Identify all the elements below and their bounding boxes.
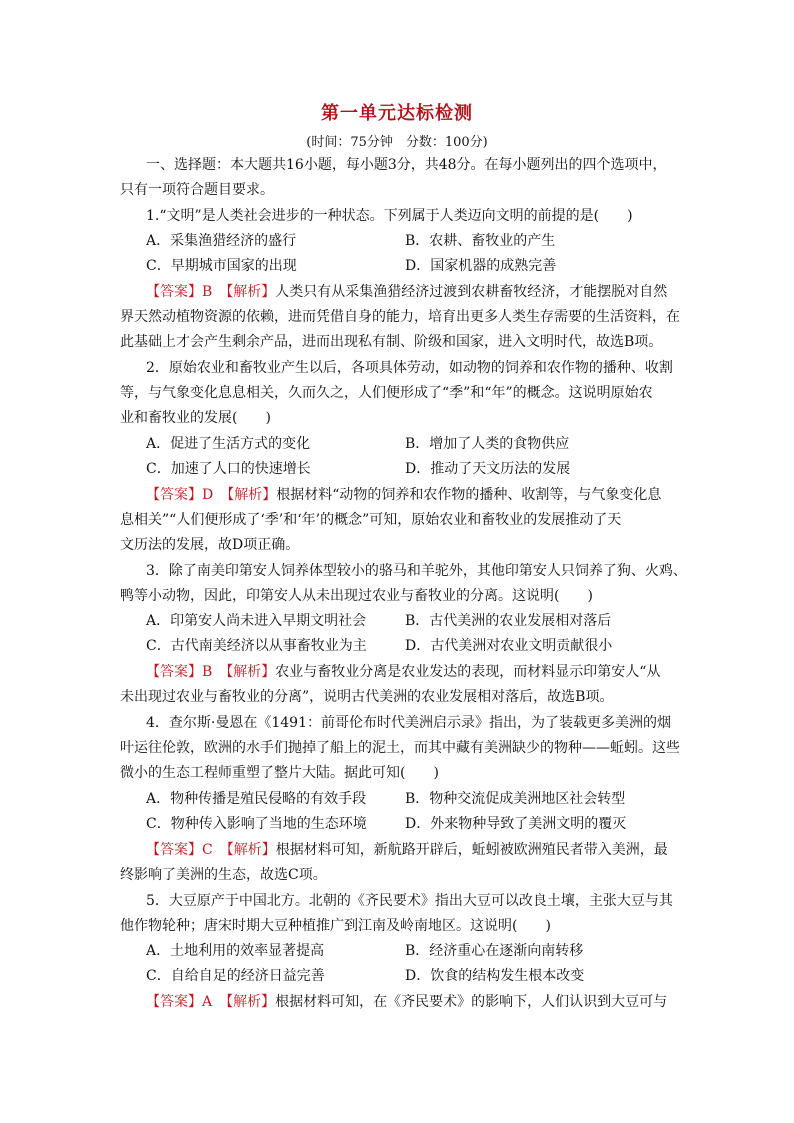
answer-label: 【答案】: [146, 284, 202, 300]
answer-label: 【答案】: [146, 664, 202, 680]
q4-option-b: B．物种交流促成美洲地区社会转型: [405, 791, 626, 807]
analysis-label: 【解析】: [226, 842, 276, 858]
question-2-stem: 等，与气象变化息息相关，久而久之，人们便形成了“季”和“年”的概念。这说明原始农: [120, 385, 653, 401]
q2-option-d: D．推动了天文历法的发展: [405, 461, 571, 477]
q4-answer-line: [146, 840, 668, 860]
analysis-text: 农业与畜牧业分离是农业发达的表现，而材料显示印第安人“从: [275, 664, 661, 680]
q1-option-c: C．早期城市国家的出现: [146, 258, 297, 274]
question-5-stem: 他作物轮种；唐宋时期大豆种植推广到江南及岭南地区。这说明( ): [120, 918, 551, 934]
question-4-stem: 叶运往伦敦，欧洲的水手们抛掉了船上的泥土，而其中藏有美洲缺少的物种——蚯蚓。这些: [120, 740, 680, 756]
answer-label: 【答案】: [146, 487, 202, 503]
analysis-label: 【解析】: [226, 284, 276, 300]
q1-answer-line: [146, 282, 667, 302]
q4-option-a: A．物种传播是殖民侵略的有效手段: [146, 791, 367, 807]
q3-option-a: A．印第安人尚未进入早期文明社会: [146, 613, 367, 629]
analysis-label: 【解析】: [226, 664, 276, 680]
analysis-label: 【解析】: [227, 487, 277, 503]
answer-value: B: [202, 284, 213, 300]
section-instructions-line: 只有一项符合题目要求。: [120, 182, 274, 198]
q5-option-a: A．土地利用的效率显著提高: [146, 943, 325, 959]
analysis-text: 人类只有从采集渔猎经济过渡到农耕畜牧经济，才能摆脱对自然: [275, 284, 668, 300]
analysis-text: 根据材料“动物的饲养和农作物的播种、收割等，与气象变化息: [276, 487, 662, 503]
q1-option-b: B．农耕、畜牧业的产生: [405, 233, 556, 249]
question-1-stem: 1.“文明”是人类社会进步的一种状态。下列属于人类迈向文明的前提的是( ): [146, 208, 633, 224]
q3-answer-line: [146, 662, 660, 682]
exam-info: (时间：75分钟 分数：100分): [306, 135, 488, 150]
q2-option-a: A．促进了生活方式的变化: [146, 436, 311, 452]
section-instructions-line: 一、选择题：本大题共16小题，每小题3分，共48分。在每小题列出的四个选项中，: [146, 157, 667, 173]
question-2-stem: 业和畜牧业的发展( ): [120, 410, 271, 426]
q5-option-b: B．经济重心在逐渐向南转移: [405, 943, 584, 959]
q2-option-b: B．增加了人类的食物供应: [405, 436, 570, 452]
q4-analysis-line: 终影响了美洲的生态，故选C项。: [120, 867, 327, 883]
q1-analysis-line: 此基础上才会产生剩余产品，进而出现私有制、阶级和国家，进入文明时代，故选B项。: [120, 334, 663, 350]
q3-option-b: B．古代美洲的农业发展相对落后: [405, 613, 612, 629]
q3-option-d: D．古代美洲对农业文明贡献很小: [405, 638, 613, 654]
question-2-stem: 2．原始农业和畜牧业产生以后，各项具体劳动，如动物的饲养和农作物的播种、收割: [146, 360, 673, 376]
question-4-stem: 4．查尔斯·曼恩在《1491：前哥伦布时代美洲启示录》指出，为了装载更多美洲的烟: [146, 715, 671, 731]
analysis-text: 根据材料可知，在《齐民要术》的影响下，人们认识到大豆可与: [275, 994, 668, 1010]
q4-option-c: C．物种传入影响了当地的生态环境: [146, 816, 367, 832]
answer-label: 【答案】: [146, 842, 202, 858]
answer-value: D: [202, 487, 214, 503]
answer-value: B: [202, 664, 213, 680]
q1-option-a: A．采集渔猎经济的盛行: [146, 233, 297, 249]
question-3-stem: 3．除了南美印第安人饲养体型较小的骆马和羊驼外，其他印第安人只饲养了狗、火鸡、: [146, 563, 687, 579]
q2-analysis-line: 文历法的发展，故D项正确。: [120, 537, 300, 553]
question-5-stem: 5．大豆原产于中国北方。北朝的《齐民要术》指出大豆可以改良土壤，主张大豆与其: [146, 893, 673, 909]
analysis-text: 根据材料可知，新航路开辟后，蚯蚓被欧洲殖民者带入美洲，最: [275, 842, 668, 858]
q2-analysis-line: 息相关”“人们便形成了‘季’和‘年’的概念”可知，原始农业和畜牧业的发展推动了天: [120, 512, 622, 528]
q5-option-c: C．自给自足的经济日益完善: [146, 968, 325, 984]
q3-analysis-line: 未出现过农业与畜牧业的分离”，说明古代美洲的农业发展相对落后，故选B项。: [120, 689, 614, 705]
q2-answer-line: [146, 485, 661, 505]
page-title: 第一单元达标检测: [321, 103, 473, 124]
q1-option-d: D．国家机器的成熟完善: [405, 258, 557, 274]
question-3-stem: 鸭等小动物，因此，印第安人从未出现过农业与畜牧业的分离。这说明( ): [120, 588, 593, 604]
answer-value: C: [202, 842, 213, 858]
q2-option-c: C．加速了人口的快速增长: [146, 461, 311, 477]
analysis-label: 【解析】: [226, 994, 276, 1010]
q4-option-d: D．外来物种导致了美洲文明的覆灭: [405, 816, 627, 832]
q5-option-d: D．饮食的结构发生根本改变: [405, 968, 585, 984]
q5-answer-line: [146, 992, 667, 1012]
q1-analysis-line: 界天然动植物资源的依赖，进而凭借自身的能力，培育出更多人类生存需要的生活资料，在: [120, 309, 680, 325]
q3-option-c: C．古代南美经济以从事畜牧业为主: [146, 638, 367, 654]
answer-value: A: [202, 994, 213, 1010]
question-4-stem: 微小的生态工程师重塑了整片大陆。据此可知( ): [120, 765, 439, 781]
answer-label: 【答案】: [146, 994, 202, 1010]
